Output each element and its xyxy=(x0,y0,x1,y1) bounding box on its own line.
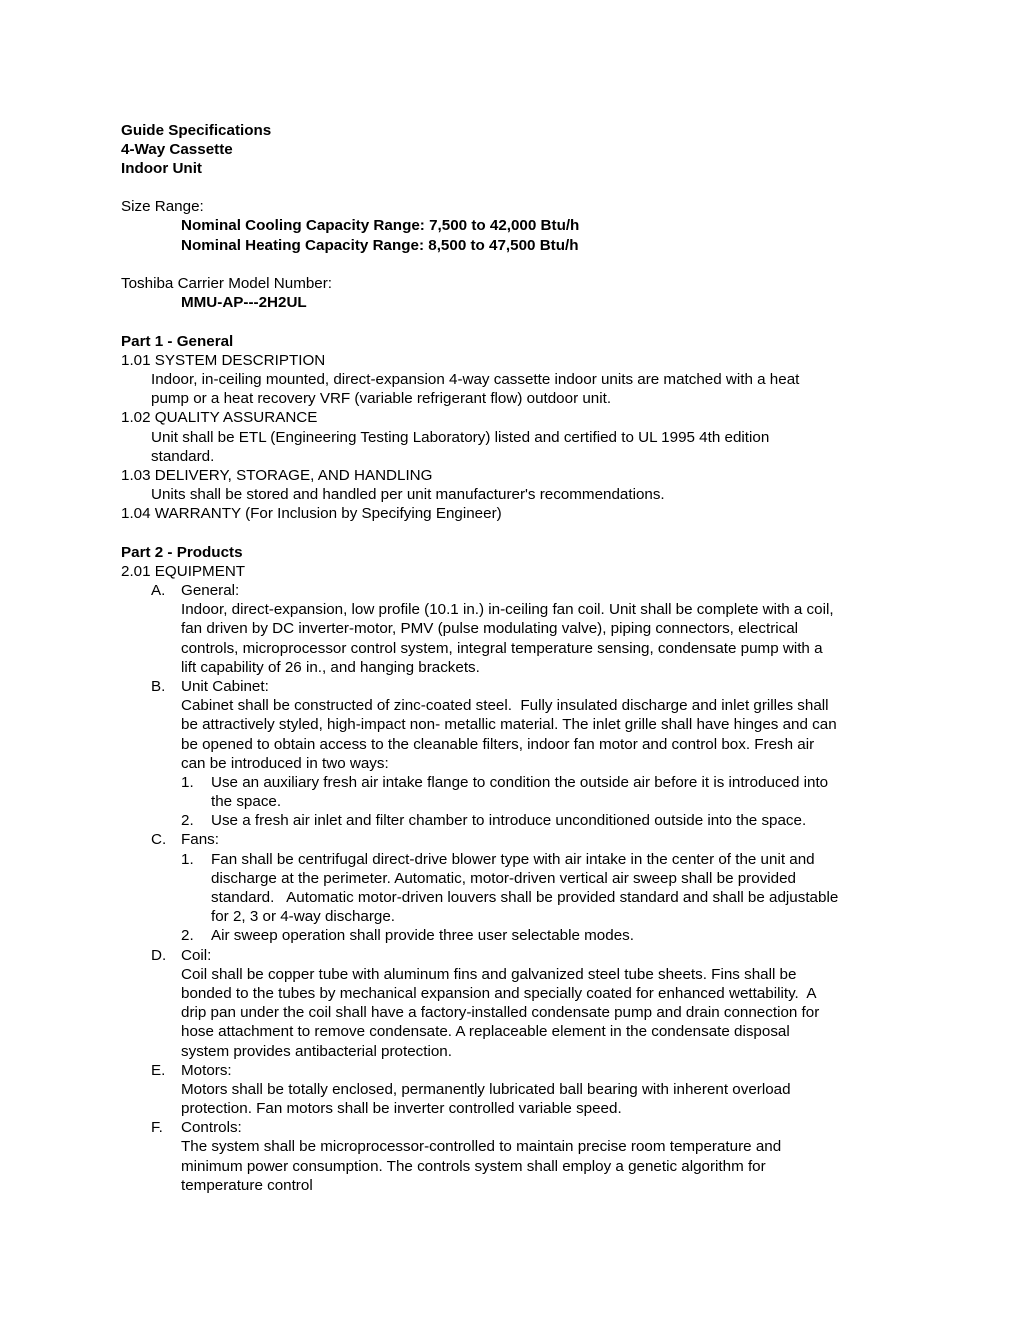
text-line xyxy=(121,773,921,792)
line-text: Use a fresh air inlet and filter chamber to introduce unconditioned outside into the space. xyxy=(211,812,807,830)
text-line xyxy=(121,1022,921,1041)
line-text: be opened to obtain access to the cleanable filters, indoor fan motor and control box. Fresh air xyxy=(181,735,815,753)
line-text: Part 2 - Products xyxy=(121,543,243,561)
blank-line xyxy=(121,255,921,274)
text-line xyxy=(121,1137,921,1156)
line-text: Use an auxiliary fresh air intake flange to condition the outside air before it is introduced into xyxy=(211,773,829,791)
text-line xyxy=(121,1176,921,1195)
blank-line xyxy=(121,178,921,197)
line-text: Indoor, direct-expansion, low profile (10.1 in.) in-ceiling fan coil. Unit shall be complete with a coil, xyxy=(181,601,834,619)
line-text: Fan shall be centrifugal direct-drive blower type with air intake in the center of the unit and xyxy=(211,850,815,868)
text-line xyxy=(121,1003,921,1022)
text-line xyxy=(121,140,921,159)
line-text: General: xyxy=(181,582,240,599)
line-text: be attractively styled, high-impact non- metallic material. The inlet grille shall have hinges and can xyxy=(181,716,837,734)
line-text: Unit shall be ETL (Engineering Testing Laboratory) listed and certified to UL 1995 4th edition xyxy=(151,428,770,446)
text-line xyxy=(121,946,921,965)
text-line xyxy=(121,447,921,466)
line-text: Indoor, in-ceiling mounted, direct-expansion 4-way cassette indoor units are matched with a heat xyxy=(151,370,800,388)
line-text: Coil: xyxy=(181,946,212,964)
text-line xyxy=(121,850,921,869)
line-text: MMU-AP---2H2UL xyxy=(181,294,307,312)
text-line xyxy=(121,792,921,811)
text-line xyxy=(121,1118,921,1137)
line-text: system provides antibacterial protection. xyxy=(181,1042,452,1060)
spec-document xyxy=(121,121,921,1196)
line-text: Controls: xyxy=(181,1119,242,1137)
line-text: the space. xyxy=(211,793,282,811)
line-text: drip pan under the coil shall have a factory-installed condensate pump and drain connection for xyxy=(181,1004,820,1022)
text-line xyxy=(121,1042,921,1061)
line-text: Size Range: xyxy=(121,198,204,216)
text-line xyxy=(121,332,921,351)
text-line xyxy=(121,428,921,447)
text-line xyxy=(121,543,921,562)
line-text: standard. Automatic motor-driven louvers shall be provided standard and shall be adjustable xyxy=(211,889,839,906)
text-line xyxy=(121,735,921,754)
text-line xyxy=(121,370,921,389)
text-line xyxy=(121,639,921,658)
line-text: protection. Fan motors shall be inverter controlled variable speed. xyxy=(181,1100,622,1118)
line-text: Motors: xyxy=(181,1061,232,1079)
text-line xyxy=(121,715,921,734)
list-marker: C. xyxy=(151,831,167,849)
line-text: Part 1 - General xyxy=(121,332,234,350)
text-line xyxy=(121,216,921,235)
text-line xyxy=(121,984,921,1003)
line-text: hose attachment to remove condensate. A replaceable element in the condensate disposal xyxy=(181,1023,790,1041)
text-line xyxy=(121,888,921,907)
line-text: fan driven by DC inverter-motor, PMV (pulse modulating valve), piping connectors, electrical xyxy=(181,620,799,638)
text-line xyxy=(121,121,921,140)
list-marker: B. xyxy=(151,677,166,695)
text-line xyxy=(121,1157,921,1176)
line-text: Fans: xyxy=(181,831,219,849)
line-text: standard. xyxy=(151,447,215,465)
text-line xyxy=(121,274,921,293)
line-text: Units shall be stored and handled per unit manufacturer's recommendations. xyxy=(151,486,665,504)
text-line xyxy=(121,1080,921,1099)
line-text: bonded to the tubes by mechanical expansion and specially coated for enhanced wettability. A xyxy=(181,984,817,1002)
text-line xyxy=(121,658,921,677)
line-text: Motors shall be totally enclosed, permanently lubricated ball bearing with inherent overload xyxy=(181,1080,791,1098)
line-text: 1.04 WARRANTY (For Inclusion by Specifying Engineer) xyxy=(121,505,502,523)
text-line xyxy=(121,811,921,830)
line-text: controls, microprocessor control system, integral temperature sensing, condensate pump with a xyxy=(181,639,823,657)
text-line xyxy=(121,600,921,619)
list-marker: D. xyxy=(151,946,167,964)
line-text: lift capability of 26 in., and hanging brackets. xyxy=(181,658,480,676)
text-line xyxy=(121,581,921,600)
text-line xyxy=(121,504,921,523)
line-text: Nominal Cooling Capacity Range: 7,500 to 42,000 Btu/h xyxy=(181,217,580,235)
text-line xyxy=(121,696,921,715)
text-line xyxy=(121,677,921,696)
list-marker: F. xyxy=(151,1119,163,1137)
line-text: minimum power consumption. The controls system shall employ a genetic algorithm for xyxy=(181,1157,766,1175)
text-line xyxy=(121,907,921,926)
text-line xyxy=(121,830,921,849)
list-marker: 1. xyxy=(181,773,194,791)
text-line xyxy=(121,1099,921,1118)
text-line xyxy=(121,351,921,370)
text-line xyxy=(121,619,921,638)
line-text: 1.01 SYSTEM DESCRIPTION xyxy=(121,351,326,369)
list-marker: 2. xyxy=(181,927,194,945)
text-line xyxy=(121,466,921,485)
line-text: Cabinet shall be constructed of zinc-coated steel. Fully insulated discharge and inlet grilles shall xyxy=(181,697,829,715)
text-line xyxy=(121,869,921,888)
line-text: pump or a heat recovery VRF (variable refrigerant flow) outdoor unit. xyxy=(151,390,612,408)
text-line xyxy=(121,408,921,427)
text-line xyxy=(121,1061,921,1080)
text-line xyxy=(121,562,921,581)
list-marker: E. xyxy=(151,1061,166,1079)
line-text: Unit Cabinet: xyxy=(181,677,269,695)
line-text: temperature control xyxy=(181,1176,313,1194)
text-line xyxy=(121,485,921,504)
line-text: 1.03 DELIVERY, STORAGE, AND HANDLING xyxy=(121,466,433,484)
line-text: 4-Way Cassette xyxy=(121,140,233,158)
line-text: Toshiba Carrier Model Number: xyxy=(121,275,333,292)
line-text: 1.02 QUALITY ASSURANCE xyxy=(121,409,318,427)
text-line xyxy=(121,197,921,216)
text-line xyxy=(121,965,921,984)
text-line xyxy=(121,754,921,773)
line-text: can be introduced in two ways: xyxy=(181,754,389,772)
line-text: Guide Specifications xyxy=(121,121,272,139)
line-text: Indoor Unit xyxy=(121,159,202,177)
line-text: The system shall be microprocessor-controlled to maintain precise room temperature and xyxy=(181,1138,782,1156)
list-marker: A. xyxy=(151,582,166,599)
blank-line xyxy=(121,312,921,331)
blank-line xyxy=(121,523,921,542)
list-marker: 1. xyxy=(181,850,194,868)
line-text: 2.01 EQUIPMENT xyxy=(121,562,246,580)
list-marker: 2. xyxy=(181,812,194,830)
line-text: Nominal Heating Capacity Range: 8,500 to 47,500 Btu/h xyxy=(181,236,579,254)
line-text: Coil shall be copper tube with aluminum fins and galvanized steel tube sheets. Fins shall be xyxy=(181,965,797,983)
text-line xyxy=(121,159,921,178)
line-text: discharge at the perimeter. Automatic, motor-driven vertical air sweep shall be provided xyxy=(211,869,796,887)
text-line xyxy=(121,926,921,945)
text-line xyxy=(121,293,921,312)
text-line xyxy=(121,389,921,408)
line-text: Air sweep operation shall provide three user selectable modes. xyxy=(211,927,634,945)
line-text: for 2, 3 or 4-way discharge. xyxy=(211,908,396,926)
text-line xyxy=(121,236,921,255)
